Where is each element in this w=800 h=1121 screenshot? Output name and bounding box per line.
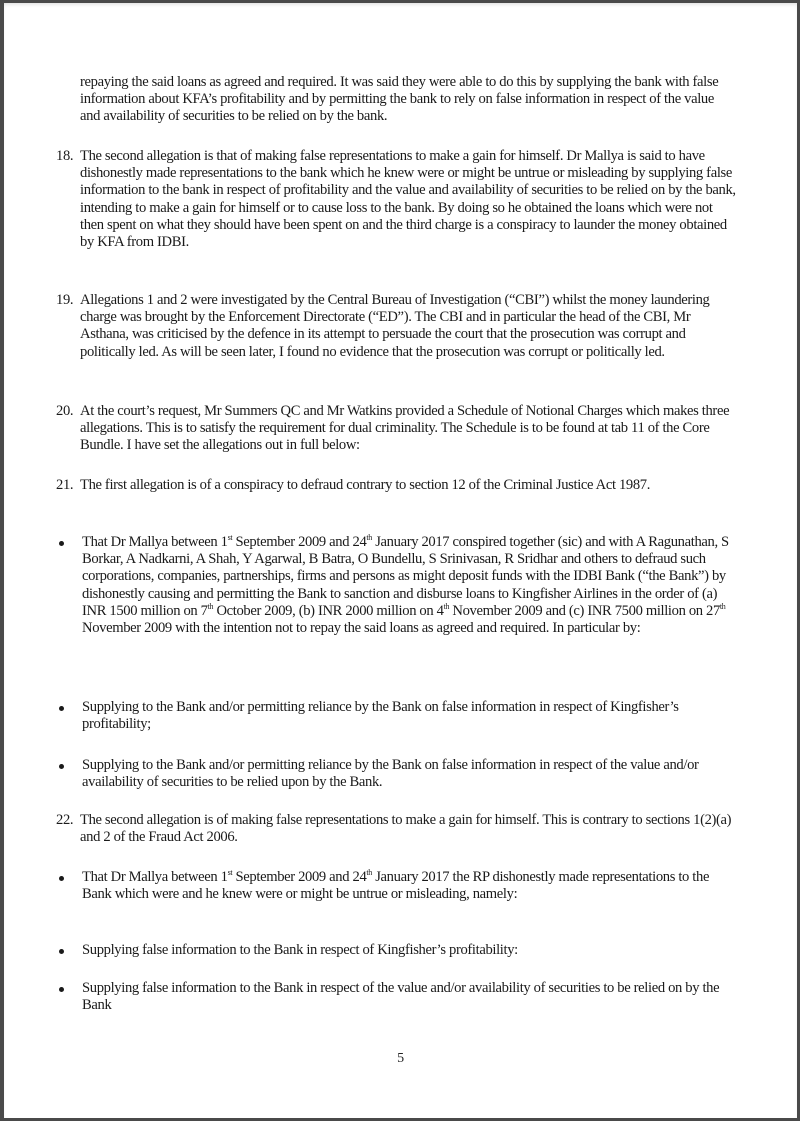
paragraph-text: The first allegation is of a conspiracy to defraud contrary to section 12 of the Criminal Justice Act 1987. — [80, 477, 651, 493]
paragraph-number: 21. — [56, 477, 74, 493]
bullet-item — [56, 699, 736, 733]
bullet-item — [56, 942, 736, 959]
page-number: 5 — [397, 1051, 404, 1066]
paragraph-number: 19. — [56, 292, 74, 308]
paragraph-text: The second allegation is that of making false representations to make a gain for himself. Dr Mallya is said to have dishonestly made representations to the bank which he knew were or might be untrue or misleading by supplying false information to the bank in respect of profitability and the value and availability of securities to be relied on by the bank, intending to make a gain for himself or to cause loss to the bank. By doing so he obtained the loans which were not then spent on what they should have been spent on and the third charge is a conspiracy to launder the money obtained by KFA from IDBI. — [80, 148, 736, 251]
paragraph-text: Allegations 1 and 2 were investigated by the Central Bureau of Investigation (“CBI”) whilst the money laundering charge was brought by the Enforcement Directorate (“ED”). The CBI and in particular the head of the CBI, Mr Asthana, was criticised by the defence in its attempt to persuade the court that the prosecution was corrupt and politically led. As will be seen later, I found no evidence that the prosecution was corrupt or politically led. — [80, 292, 710, 360]
paragraph-number: 20. — [56, 403, 74, 419]
bullet-item: That Dr Mallya between 1st September 2009 and 24th January 2017 the RP dishonestly made representations to the Bank which were and he knew were or might be untrue or misleading, namely: — [56, 869, 736, 903]
bullet-icon — [59, 764, 64, 769]
bullet-icon — [59, 706, 64, 711]
paragraph-number: 18. — [56, 148, 74, 164]
paragraph-text: At the court’s request, Mr Summers QC and Mr Watkins provided a Schedule of Notional Charges which makes three allegations. This is to satisfy the requirement for dual criminality. The Schedule is to be found at tab 11 of the Core Bundle. I have set the allegations out in full below: — [80, 403, 730, 454]
bullet-icon — [59, 876, 64, 881]
paragraph-21 — [56, 477, 736, 494]
bullet-text: Supplying to the Bank and/or permitting reliance by the Bank on false information in respect of Kingfisher’s profitability; — [82, 699, 679, 733]
bullet-text: Supplying to the Bank and/or permitting reliance by the Bank on false information in respect of the value and/or availability of securities to be relied upon by the Bank. — [82, 757, 699, 791]
bullet-text: Supplying false information to the Bank in respect of the value and/or availability of securities to be relied on by the Bank — [82, 980, 720, 1014]
paragraph-20 — [56, 403, 736, 455]
continuation-paragraph: repaying the said loans as agreed and required. It was said they were able to do this by supplying the bank with false information about KFA’s profitability and by permitting the bank to rely on false information in respect of the value and availability of securities to be relied on by the bank. — [80, 74, 719, 125]
paragraph-text: The second allegation is of making false representations to make a gain for himself. This is contrary to sections 1(2)(a) and 2 of the Fraud Act 2006. — [80, 812, 732, 846]
bullet-icon — [59, 541, 64, 546]
bullet-icon — [59, 987, 64, 992]
paragraph-number: 22. — [56, 812, 74, 828]
bullet-item — [56, 980, 736, 1014]
document-page — [4, 3, 797, 1118]
paragraph-19 — [56, 292, 736, 361]
bullet-text: Supplying false information to the Bank in respect of Kingfisher’s profitability: — [82, 942, 518, 958]
bullet-item — [56, 757, 736, 791]
bullet-item: That Dr Mallya between 1st September 2009 and 24th January 2017 conspired together (sic) and with A Ragunathan, S Borkar, A Nadkarni, A Shah, Y Agarwal, B Batra, O Bundellu, S Srinivasan, R Sridhar and others to defraud such corporations, companies, partnerships, firms and persons as might deposit funds with the IDBI Bank (“the Bank”) by dishonestly causing and permitting the Bank to sanction and disburse loans to Kingfisher Airlines in the order of (a) INR 1500 million on 7th October 2009, (b) INR 2000 million on 4th November 2009 and (c) INR 7500 million on 27th November 2009 with the intention not to repay the said loans as agreed and required. In particular by: — [56, 534, 736, 637]
paragraph-18 — [56, 148, 736, 251]
paragraph-22 — [56, 812, 736, 846]
bullet-icon — [59, 949, 64, 954]
